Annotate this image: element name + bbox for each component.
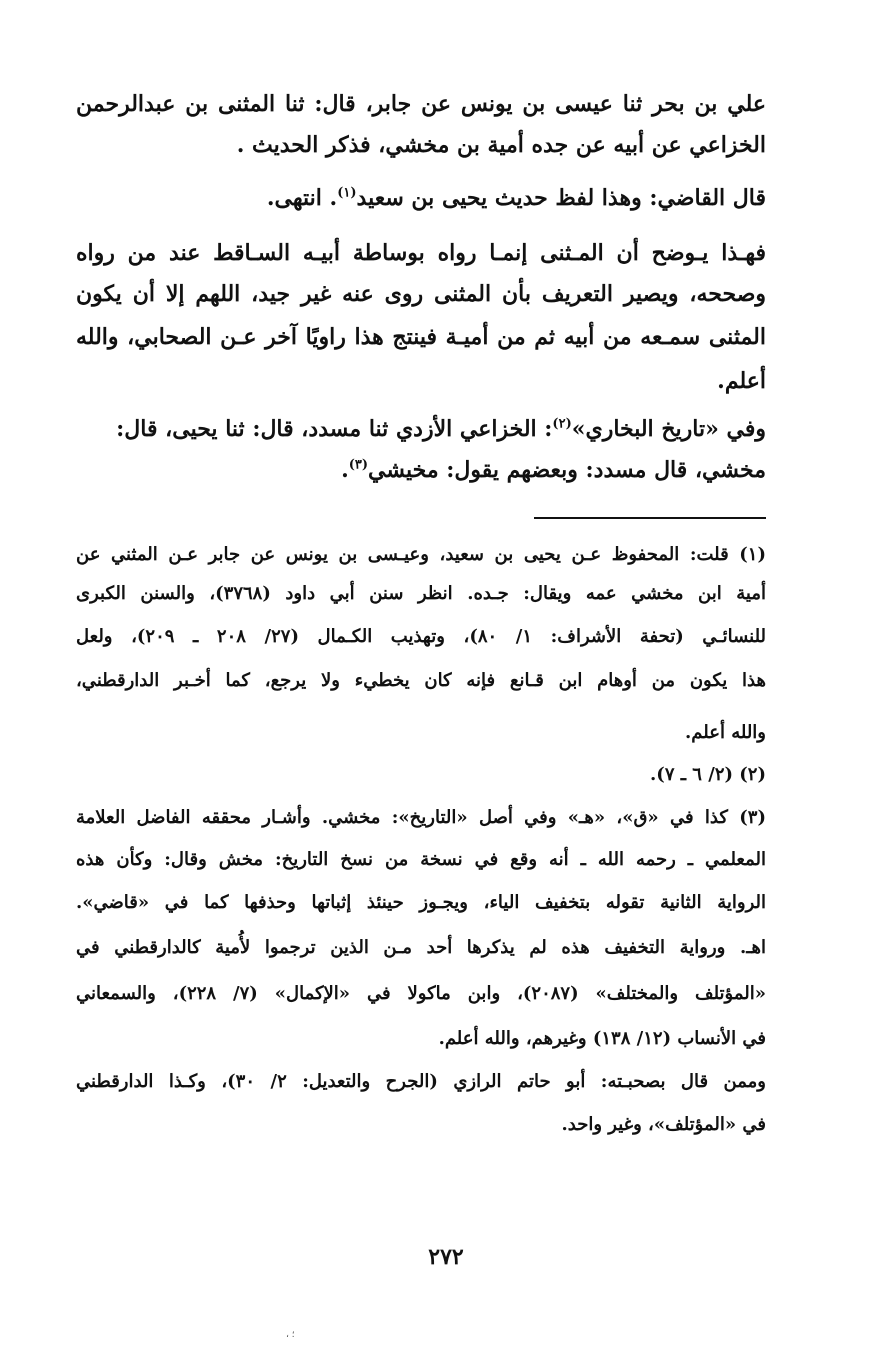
body-line-3-tail: . انتهى.	[266, 185, 338, 211]
footnote-3-line-6: في الأنساب (١٢/ ١٣٨) وغيرهم، والله أعلم.	[438, 1028, 766, 1049]
footnote-ref-3[interactable]: (٣)	[348, 457, 369, 473]
body-line-9-tail: .	[341, 457, 349, 483]
footnote-3-line-2: المعلمي ـ رحمه الله ـ أنه وقع في نسخة من نسخ التاريخ: مخش وقال: وكأن هذه	[76, 849, 766, 870]
footnote-1-line-1: (١) قلت: المحفوظ عـن يحيى بن سعيد، وعيـسى بن يونس عن جابر عـن المثني عن	[76, 544, 766, 565]
footnote-1-line-5: والله أعلم.	[685, 722, 766, 743]
footnote-3-line-3: الرواية الثانية تقوله بتخفيف الياء، ويجـوز حينئذ إثباتها وحذفها كما في «قاضي».	[76, 892, 766, 913]
footnote-separator	[534, 517, 766, 519]
footnote-2: (٢) (٢/ ٦ ـ ٧).	[650, 764, 766, 785]
body-line-9	[76, 450, 766, 490]
page-number: ٢٧٢	[428, 1244, 464, 1270]
body-line-2: الخزاعي عن أبيه عن جده أمية بن مخشي، فذكر الحديث .	[236, 132, 766, 158]
footnote-ref-1[interactable]: (١)	[337, 185, 357, 201]
footnote-3-line-5: «المؤتلف والمختلف» (٢٠٨٧)، وابن ماكولا في «الإكمال» (٧/ ٢٢٨)، والسمعاني	[76, 983, 766, 1004]
footnote-3-line-1: (٣) كذا في «ق»، «هـ» وفي أصل «التاريخ»: مخشي. وأشـار محققه الفاضل العلامة	[76, 807, 766, 828]
body-line-7: أعلم.	[717, 368, 766, 394]
footnote-3-line-7: وممن قال بصحبـته: أبو حاتم الرازي (الجرح والتعديل: ٢/ ٣٠)، وكـذا الدارقطني	[76, 1071, 766, 1092]
body-line-1: علي بن بحر ثنا عيسى بن يونس عن جابر، قال: ثنا المثنى بن عبدالرحمن	[76, 91, 766, 117]
body-line-8	[76, 409, 766, 449]
body-line-4: فهـذا يـوضح أن المـثنى إنمـا رواه بوساطة أبيـه السـاقط عند من رواه	[76, 240, 766, 266]
footnote-1-line-3: للنسائـي (تحفة الأشراف: ١/ ٨٠)، وتهذيب الكـمال (٢٧/ ٢٠٨ ـ ٢٠٩)، ولعل	[76, 626, 766, 647]
footnote-3-line-8: في «المؤتلف»، وغير واحد.	[561, 1114, 766, 1135]
footnote-1-line-2: أمية ابن مخشي عمه ويقال: جـده. انظر سنن أبي داود (٣٧٦٨)، والسنن الكبرى	[76, 583, 766, 604]
body-line-3-text: قال القاضي: وهذا لفظ حديث يحيى بن سعيد	[356, 185, 766, 211]
body-line-8-tail: : الخزاعي الأزدي ثنا مسدد، قال: ثنا يحيى، قال:	[116, 416, 553, 442]
body-line-9-text: مخشي، قال مسدد: وبعضهم يقول: مخيشي	[368, 457, 766, 483]
body-line-5: وصححه، ويصير التعريف بأن المثنى روى عنه غير جيد، اللهم إلا أن يكون	[76, 281, 766, 307]
body-line-8-text: وفي «تاريخ البخاري»	[571, 416, 766, 442]
scan-specks: ، ؛	[286, 1330, 295, 1340]
body-line-6: المثنى سمـعه من أبيه ثم من أميـة فينتج هذا راويًا آخر عـن الصحابي، والله	[76, 324, 766, 350]
body-line-3	[76, 178, 766, 218]
footnote-1-line-4: هذا يكون من أوهام ابن قـانع فإنه كان يخطيء ولا يرجع، كما أخـبر الدارقطني،	[76, 670, 766, 691]
footnote-3-line-4: اهـ. ورواية التخفيف هذه لم يذكرها أحد مـن الذين ترجموا لأُمية كالدارقطني في	[76, 937, 766, 958]
footnote-ref-2[interactable]: (٢)	[552, 416, 572, 432]
